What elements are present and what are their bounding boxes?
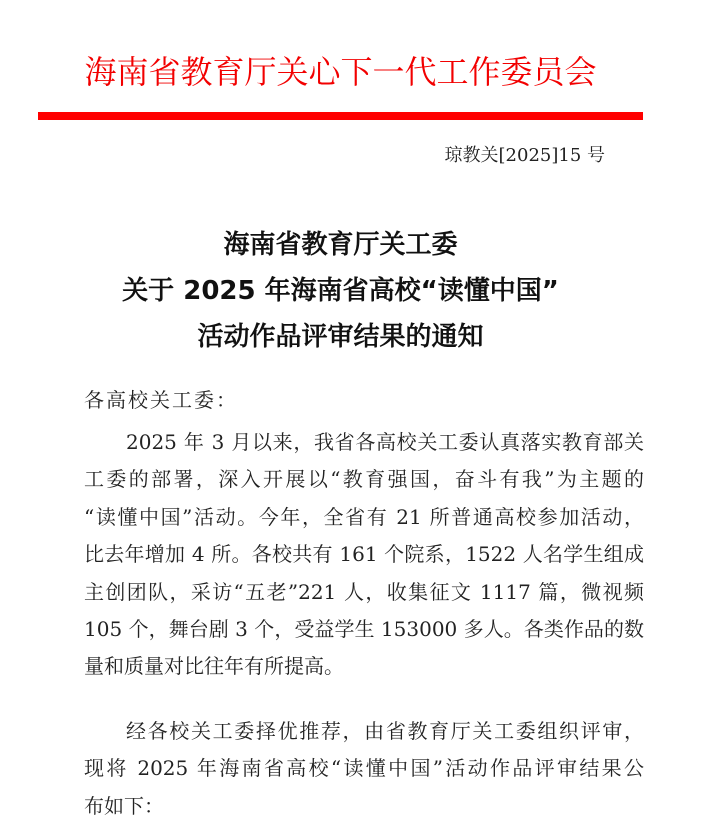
title-line-1: 海南省教育厅关工委 (223, 230, 458, 260)
title-line-2: 关于 2025 年海南省高校“读懂中国” (122, 276, 559, 306)
title-line-3: 活动作品评审结果的通知 (197, 322, 484, 352)
paragraph-line: 105 个，舞台剧 3 个，受益学生 153000 多人。各类作品的数 (84, 616, 644, 641)
salutation: 各高校关工委： (84, 388, 238, 412)
paragraph-line: “读懂中国”活动。今年，全省有 21 所普通高校参加活动， (84, 504, 644, 529)
paragraph-2 (84, 713, 644, 825)
red-divider-rule (38, 112, 643, 120)
paragraph-line: 量和质量对比往年有所提高。 (84, 654, 344, 679)
paragraph-line: 现将 2025 年海南省高校“读懂中国”活动作品评审结果公 (84, 756, 644, 781)
paragraph-line: 工委的部署，深入开展以“教育强国，奋斗有我”为主题的 (84, 467, 644, 492)
paragraph-1 (84, 424, 644, 686)
paragraph-line: 布如下： (84, 793, 164, 818)
document-number: 琼教关[2025]15 号 (444, 145, 605, 166)
document-title (38, 222, 643, 360)
paragraph-line: 比去年增加 4 所。各校共有 161 个院系，1522 人名学生组成 (84, 542, 644, 567)
paragraph-line: 2025 年 3 月以来，我省各高校关工委认真落实教育部关 (126, 430, 644, 454)
paragraph-line: 经各校关工委择优推荐，由省教育厅关工委组织评审， (126, 719, 644, 743)
organization-letterhead: 海南省教育厅关心下一代工作委员会 (84, 53, 597, 91)
paragraph-line: 主创团队，采访“五老”221 人，收集征文 1117 篇，微视频 (84, 579, 644, 604)
